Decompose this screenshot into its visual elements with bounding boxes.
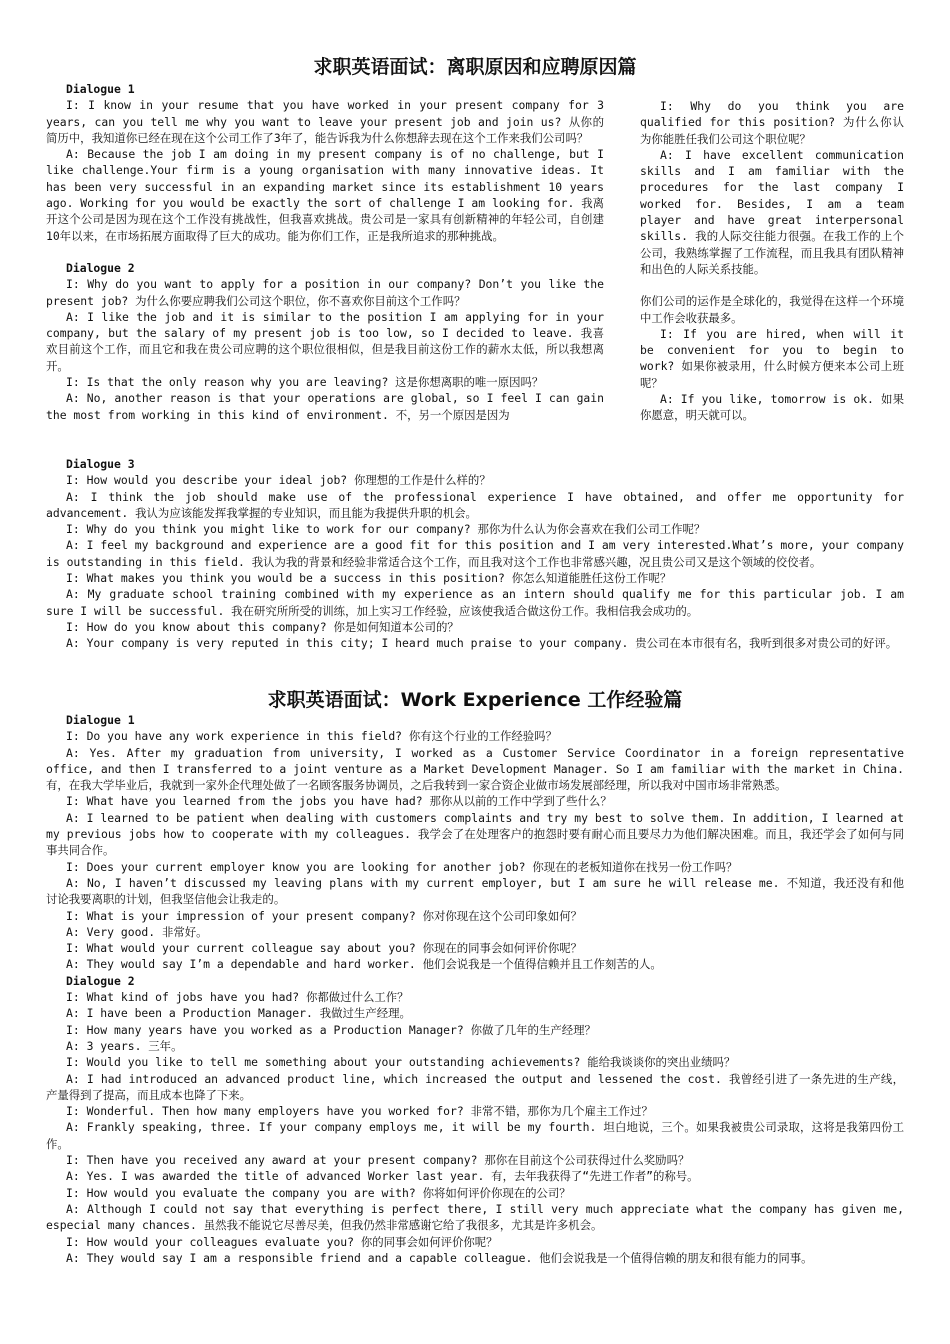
paragraph: I: What kind of jobs have you had? 你都做过什么工作？ (66, 990, 409, 1005)
paragraph: I: Then have you received any award at your present company? 那你在目前这个公司获得过什么奖励吗？ (66, 1153, 690, 1168)
section1-right-column (640, 98, 904, 424)
paragraph: A: I like the job and it is similar to the position I am applying for in your company, but the salary of my present job is too low, so I decided to leave. 我喜欢目前这个工作，而且它和我在贵公司应聘的这个职位很相似，但是我目前这份工作的薪水太低，所以我想离开。 (46, 309, 604, 373)
section1-left-column (46, 81, 604, 423)
paragraph: A: Yes. I was awarded the title of advanced Worker last year. 有，去年我获得了“先进工作者”的称号。 (66, 1169, 699, 1184)
paragraph: A: My graduate school training combined with my experience as an intern should qualify me for this particular job. I am sure I will be successful. 我在研究所所受的训练，加上实习工作经验，应该使我适合做这份工作。我相信我会成功的。 (46, 587, 904, 618)
paragraph: I: Wonderful. Then how many employers have you worked for? 非常不错，那你为几个雇主工作过？ (66, 1104, 653, 1119)
paragraph: A: I had introduced an advanced product line, which increased the output and lessened the cost. 我曾经引进了一条先进的生产线，产量得到了提高，而且成本也降了下来。 (46, 1071, 904, 1102)
paragraph: A: I have been a Production Manager. 我做过生产经理。 (66, 1006, 411, 1021)
paragraph: I: How would you describe your ideal job? 你理想的工作是什么样的？ (66, 473, 491, 488)
paragraph: I: How do you know about this company? 你是如何知道本公司的？ (66, 619, 459, 634)
paragraph: I: I know in your resume that you have worked in your present company for 3 years, can you tell me why you want to leave your present job and join us? 从你的简历中，我知道你已经在现在这个公司工作了3年了，能告诉我为什么你想辞去现在这个工作来我们公司吗？ (46, 98, 604, 145)
section1-title: 求职英语面试：离职原因和应聘原因篇 (313, 56, 637, 78)
section1-dialogue3 (46, 456, 904, 652)
dialogue-heading: Dialogue 3 (66, 457, 135, 471)
paragraph: A: Frankly speaking, three. If your company employs me, it will be my fourth. 坦白地说，三个。如果我被贵公司录取，这将是我第四份工作。 (46, 1120, 904, 1151)
section2-body (46, 712, 904, 1266)
paragraph: I: How would your colleagues evaluate you? 你的同事会如何评价你呢？ (66, 1234, 498, 1249)
paragraph: I: Is that the only reason why you are leaving? 这是你想离职的唯一原因吗？ (66, 375, 544, 390)
paragraph: A: Yes. After my graduation from university, I worked as a Customer Service Coordinator in a foreign representative office, and then I transferred to a joint venture as a Market Development Manager. So I am familiar with the market in China. 有，在我大学毕业后，我就到一家外企代理处做了一名顾客服务协调员，之后我转到一家合资企业做市场发展部经理，所以我对中国市场非常熟悉。 (46, 745, 904, 793)
paragraph: I: What is your impression of your present company? 你对你现在这个公司印象如何？ (66, 908, 583, 923)
paragraph: 你们公司的运作是全球化的，我觉得在这样一个环境中工作会收获最多。 (640, 294, 904, 325)
paragraph: I: Why do you want to apply for a position in our company? Don’t you like the present job? 为什么你要应聘我们公司这个职位，你不喜欢你目前这个工作吗？ (46, 277, 604, 308)
paragraph: A: If you like, tomorrow is ok. 如果你愿意，明天就可以。 (640, 392, 904, 423)
paragraph: I: Do you have any work experience in this field? 你有这个行业的工作经验吗？ (66, 729, 557, 744)
paragraph: A: No, another reason is that your operations are global, so I feel I can gain the most from working in this kind of environment. 不，另一个原因是因为 (46, 391, 604, 422)
paragraph: I: Would you like to tell me something about your outstanding achievements? 能给我谈谈你的突出业绩吗？ (66, 1055, 736, 1070)
paragraph: I: How many years have you worked as a Production Manager? 你做了几年的生产经理？ (66, 1022, 596, 1037)
paragraph: A: I learned to be patient when dealing with customers complaints and try my best to solve them. In addition, I learned at my previous jobs how to cooperate with my colleagues. 我学会了在处理客户的抱怨时要有耐心而且要尽力为他们解决困难。而且，我还学会了如何与同事共同合作。 (46, 810, 904, 858)
paragraph: I: Why do you think you might like to work for our company? 那你为什么认为你会喜欢在我们公司工作呢？ (66, 522, 706, 537)
dialogue-heading: Dialogue 2 (66, 973, 135, 988)
paragraph: I: If you are hired, when will it be convenient for you to begin to work? 如果你被录用，什么时候方便来本公司上班呢？ (640, 326, 904, 390)
paragraph: A: Although I could not say that everything is perfect there, I still very much appreciate what the company has given me, especial many chances. 虽然我不能说它尽善尽美，但我仍然非常感谢它给了我很多，尤其是许多机会。 (46, 1201, 904, 1233)
paragraph: I: What have you learned from the jobs you have had? 那你从以前的工作中学到了些什么？ (66, 794, 612, 809)
paragraph: A: I have excellent communication skills and I am familiar with the procedures for the last company I worked for. Besides, I am a team player and have great interpersonal skills. 我的人际交往能力很强。在我工作的上个公司，我熟练掌握了工作流程，而且我具有团队精神和出色的人际关系技能。 (640, 147, 904, 276)
dialogue-heading: Dialogue 2 (66, 260, 135, 275)
paragraph: A: Your company is very reputed in this city; I heard much praise to your company. 贵公司在本市很有名，我听到很多对贵公司的好评。 (66, 636, 898, 651)
section2-title: 求职英语面试：Work Experience 工作经验篇 (267, 689, 683, 711)
paragraph: A: They would say I’m a dependable and hard worker. 他们会说我是一个值得信赖并且工作刻苦的人。 (66, 957, 662, 972)
dialogue-heading: Dialogue 1 (66, 713, 135, 727)
paragraph: I: What would your current colleague say about you? 你现在的同事会如何评价你呢？ (66, 941, 583, 956)
paragraph: A: I feel my background and experience are a good fit for this position and I am very interested.What’s more, your company is outstanding in this field. 我认为我的背景和经验非常适合这个工作，而且我对这个工作也非常感兴趣，况且贵公司又是这个领域的佼佼者。 (46, 538, 904, 569)
paragraph: A: 3 years. 三年。 (66, 1038, 183, 1053)
paragraph: I: How would you evaluate the company you are with? 你将如何评价你现在的公司？ (66, 1185, 571, 1200)
paragraph: A: Very good. 非常好。 (66, 924, 208, 939)
paragraph: I: What makes you think you would be a success in this position? 你怎么知道能胜任这份工作呢？ (66, 571, 672, 586)
paragraph: A: They would say I am a responsible friend and a capable colleague. 他们会说我是一个值得信赖的朋友和很有能力的同事。 (66, 1250, 813, 1265)
paragraph: A: No, I haven’t discussed my leaving plans with my current employer, but I am sure he will release me. 不知道，我还没有和他讨论我要离职的计划，但我坚信他会让我走的。 (46, 875, 904, 907)
paragraph: I: Why do you think you are qualified for this position? 为什么你认为你能胜任我们公司这个职位呢？ (640, 99, 904, 146)
paragraph: I: Does your current employer know you are looking for another job? 你现在的老板知道你在找另一份工作吗？ (66, 859, 738, 874)
paragraph: A: Because the job I am doing in my present company is of no challenge, but I like challenge.Your firm is a young organisation with many innovative ideas. It has been very successful in an expanding market since its establishment 10 years ago. Working for you would be exactly the sort of challenge I am looking for. 我离开这个公司是因为现在这个工作没有挑战性，但我喜欢挑战。贵公司是一家具有创新精神的年轻公司，自创建10年以来，在市场拓展方面取得了巨大的成功。能为你们工作，正是我所追求的那种挑战。 (46, 147, 604, 243)
paragraph: A: I think the job should make use of the professional experience I have obtained, and offer me opportunity for advancement. 我认为应该能发挥我掌握的专业知识，而且能为我提供升职的机会。 (46, 489, 904, 520)
dialogue-heading: Dialogue 1 (66, 82, 135, 96)
